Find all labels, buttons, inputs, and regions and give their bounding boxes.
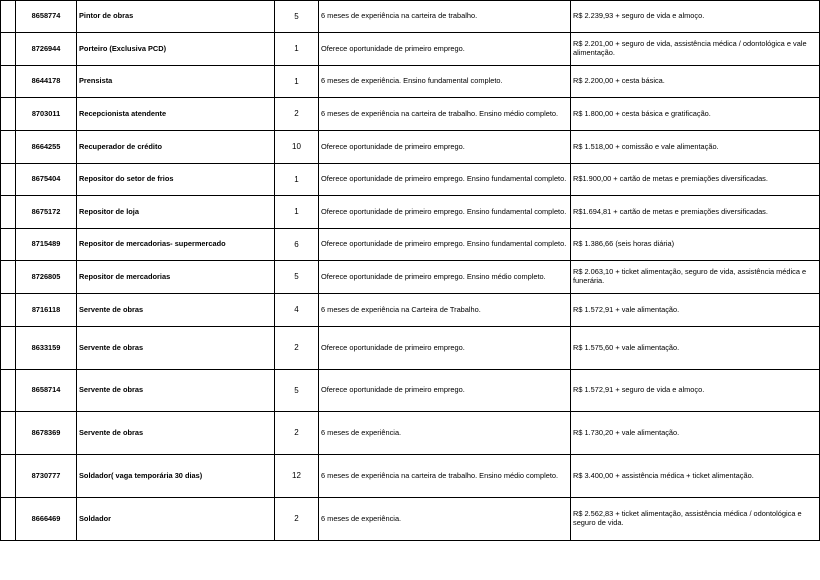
job-title: Soldador( vaga temporária 30 dias) — [77, 455, 275, 498]
vacancy-count: 6 — [275, 229, 319, 261]
job-code: 8633159 — [16, 327, 77, 370]
job-code: 8664255 — [16, 131, 77, 164]
vacancy-count: 2 — [275, 327, 319, 370]
row-marker-cell — [1, 229, 16, 261]
row-marker-cell — [1, 66, 16, 98]
table-row — [1, 370, 820, 412]
vacancy-count: 5 — [275, 1, 319, 33]
job-salary: R$ 1.572,91 + vale alimentação. — [571, 294, 820, 327]
vacancy-count: 2 — [275, 498, 319, 541]
row-marker-cell — [1, 412, 16, 455]
table-row — [1, 412, 820, 455]
table-row — [1, 1, 820, 33]
vacancy-count: 1 — [275, 66, 319, 98]
job-code: 8726805 — [16, 261, 77, 294]
row-marker-cell — [1, 370, 16, 412]
job-title: Recuperador de crédito — [77, 131, 275, 164]
job-requirements: 6 meses de experiência na carteira de trabalho. Ensino médio completo. — [319, 455, 571, 498]
job-requirements: Oferece oportunidade de primeiro emprego. Ensino médio completo. — [319, 261, 571, 294]
job-requirements: 6 meses de experiência na carteira de trabalho. Ensino médio completo. — [319, 98, 571, 131]
vacancy-count: 2 — [275, 98, 319, 131]
row-marker-cell — [1, 164, 16, 196]
table-row — [1, 294, 820, 327]
table-row — [1, 498, 820, 541]
job-code: 8675404 — [16, 164, 77, 196]
job-requirements: Oferece oportunidade de primeiro emprego. Ensino fundamental completo. — [319, 229, 571, 261]
vacancy-count: 4 — [275, 294, 319, 327]
vacancy-count: 10 — [275, 131, 319, 164]
job-salary: R$ 2.239,93 + seguro de vida e almoço. — [571, 1, 820, 33]
job-requirements: Oferece oportunidade de primeiro emprego. — [319, 131, 571, 164]
job-salary: R$ 2.063,10 + ticket alimentação, seguro de vida, assistência médica e funerária. — [571, 261, 820, 294]
job-code: 8658714 — [16, 370, 77, 412]
job-code: 8658774 — [16, 1, 77, 33]
job-salary: R$ 1.730,20 + vale alimentação. — [571, 412, 820, 455]
row-marker-cell — [1, 33, 16, 66]
table-row — [1, 66, 820, 98]
table-row — [1, 261, 820, 294]
job-title: Repositor de mercadorias — [77, 261, 275, 294]
job-salary: R$1.694,81 + cartão de metas e premiações diversificadas. — [571, 196, 820, 229]
job-salary: R$ 1.386,66 (seis horas diária) — [571, 229, 820, 261]
job-salary: R$ 1.572,91 + seguro de vida e almoço. — [571, 370, 820, 412]
table-row — [1, 229, 820, 261]
job-requirements: 6 meses de experiência. — [319, 412, 571, 455]
job-requirements: 6 meses de experiência. — [319, 498, 571, 541]
row-marker-cell — [1, 455, 16, 498]
row-marker-cell — [1, 498, 16, 541]
table-row — [1, 327, 820, 370]
vacancy-count: 2 — [275, 412, 319, 455]
job-title: Pintor de obras — [77, 1, 275, 33]
job-requirements: 6 meses de experiência na carteira de trabalho. — [319, 1, 571, 33]
job-title: Recepcionista atendente — [77, 98, 275, 131]
row-marker-cell — [1, 131, 16, 164]
job-code: 8730777 — [16, 455, 77, 498]
vacancy-count: 5 — [275, 370, 319, 412]
row-marker-cell — [1, 1, 16, 33]
table-row — [1, 131, 820, 164]
job-requirements: 6 meses de experiência na Carteira de Trabalho. — [319, 294, 571, 327]
vacancy-count: 12 — [275, 455, 319, 498]
job-requirements: Oferece oportunidade de primeiro emprego. Ensino fundamental completo. — [319, 196, 571, 229]
job-code: 8644178 — [16, 66, 77, 98]
job-code: 8666469 — [16, 498, 77, 541]
job-requirements: 6 meses de experiência. Ensino fundamental completo. — [319, 66, 571, 98]
row-marker-cell — [1, 196, 16, 229]
job-salary: R$ 2.562,83 + ticket alimentação, assistência médica / odontológica e seguro de vida. — [571, 498, 820, 541]
job-salary: R$ 2.201,00 + seguro de vida, assistência médica / odontológica e vale alimentação. — [571, 33, 820, 66]
job-title: Repositor do setor de frios — [77, 164, 275, 196]
row-marker-cell — [1, 294, 16, 327]
job-code: 8678369 — [16, 412, 77, 455]
job-salary: R$ 1.800,00 + cesta básica e gratificação. — [571, 98, 820, 131]
job-salary: R$ 2.200,00 + cesta básica. — [571, 66, 820, 98]
job-title: Porteiro (Exclusiva PCD) — [77, 33, 275, 66]
job-title: Repositor de loja — [77, 196, 275, 229]
vacancy-count: 1 — [275, 33, 319, 66]
table-row — [1, 33, 820, 66]
job-title: Servente de obras — [77, 294, 275, 327]
vacancy-count: 1 — [275, 164, 319, 196]
job-code: 8675172 — [16, 196, 77, 229]
table-row — [1, 164, 820, 196]
job-code: 8726944 — [16, 33, 77, 66]
job-title: Servente de obras — [77, 327, 275, 370]
vacancy-count: 5 — [275, 261, 319, 294]
job-code: 8715489 — [16, 229, 77, 261]
table-row — [1, 196, 820, 229]
row-marker-cell — [1, 98, 16, 131]
row-marker-cell — [1, 327, 16, 370]
job-requirements: Oferece oportunidade de primeiro emprego. — [319, 33, 571, 66]
job-salary: R$ 1.518,00 + comissão e vale alimentação. — [571, 131, 820, 164]
job-salary: R$1.900,00 + cartão de metas e premiações diversificadas. — [571, 164, 820, 196]
job-requirements: Oferece oportunidade de primeiro emprego. — [319, 327, 571, 370]
job-salary: R$ 1.575,60 + vale alimentação. — [571, 327, 820, 370]
row-marker-cell — [1, 261, 16, 294]
table-row — [1, 455, 820, 498]
job-code: 8716118 — [16, 294, 77, 327]
job-code: 8703011 — [16, 98, 77, 131]
job-requirements: Oferece oportunidade de primeiro emprego. — [319, 370, 571, 412]
table-row — [1, 98, 820, 131]
job-title: Prensista — [77, 66, 275, 98]
job-salary: R$ 3.400,00 + assistência médica + ticket alimentação. — [571, 455, 820, 498]
job-title: Soldador — [77, 498, 275, 541]
job-title: Repositor de mercadorias- supermercado — [77, 229, 275, 261]
job-title: Servente de obras — [77, 370, 275, 412]
job-requirements: Oferece oportunidade de primeiro emprego. Ensino fundamental completo. — [319, 164, 571, 196]
job-title: Servente de obras — [77, 412, 275, 455]
vacancy-count: 1 — [275, 196, 319, 229]
